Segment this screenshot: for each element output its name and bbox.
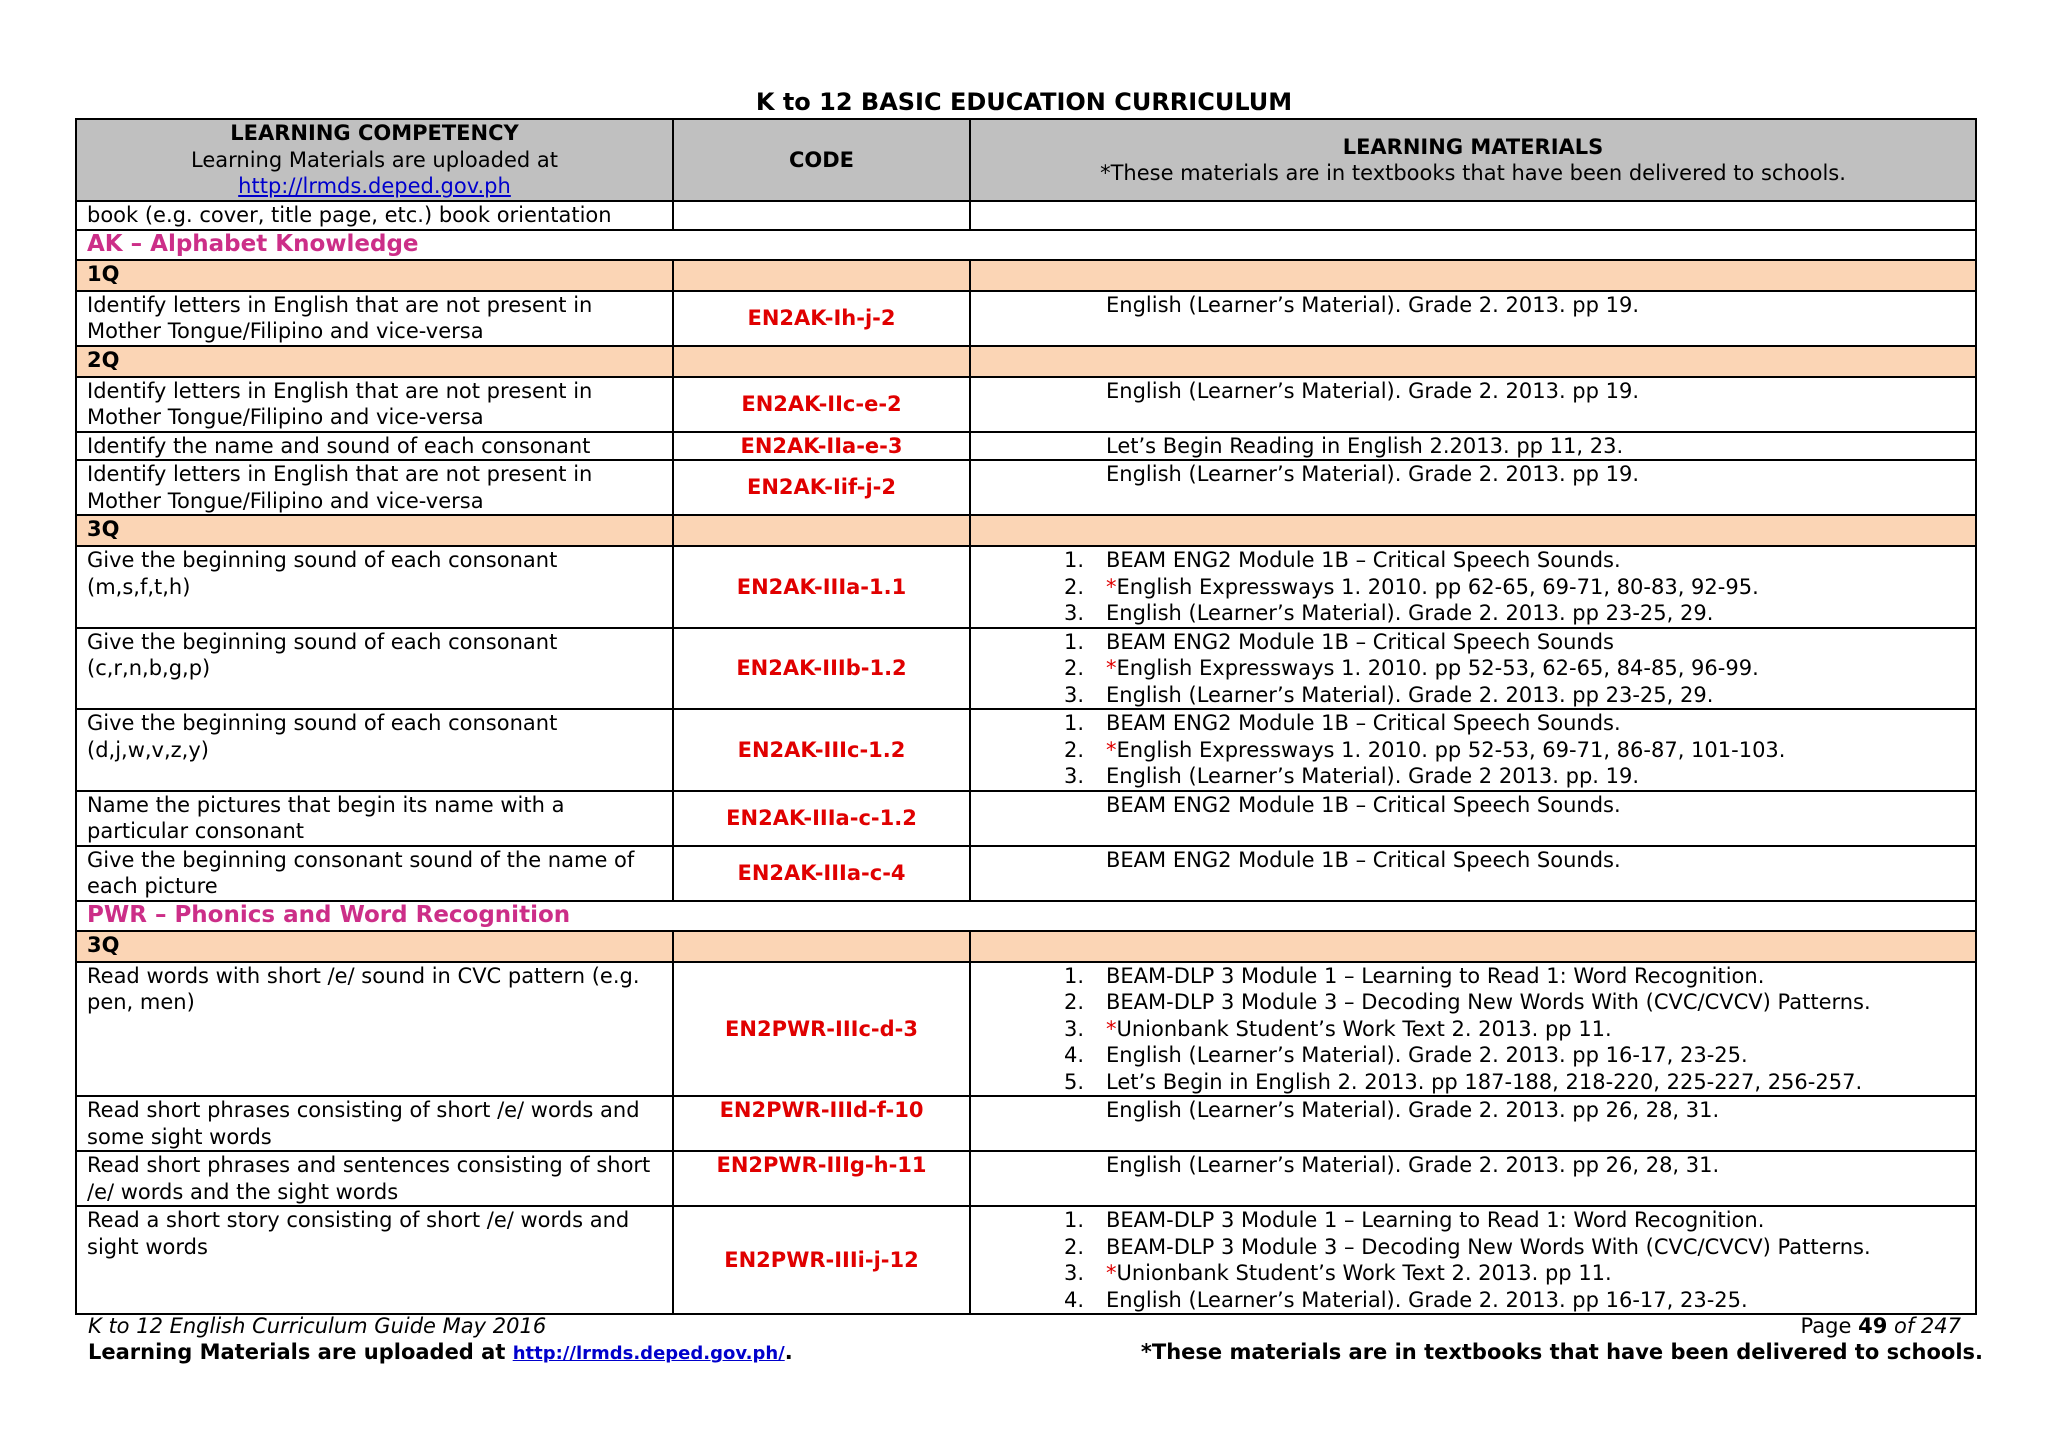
- header-materials-sub: *These materials are in textbooks that have been delivered to schools.: [1100, 161, 1846, 185]
- code-cell: EN2AK-IIc-e-2: [673, 377, 970, 432]
- code-cell: EN2PWR-IIIi-j-12: [673, 1206, 970, 1314]
- material-text: [1106, 737, 1785, 764]
- code-cell: EN2AK-Iif-j-2: [673, 460, 970, 515]
- quarter-row: [76, 346, 1976, 377]
- material-indent: [971, 461, 1106, 488]
- material-text: [1106, 963, 1764, 990]
- material-item: [971, 963, 1965, 990]
- page-of: of 247: [1894, 1314, 1961, 1338]
- material-text: [1106, 792, 1621, 819]
- table-row: [76, 709, 1976, 791]
- materials-cell: [970, 791, 1976, 846]
- material-title: BEAM ENG2 Module 1B – Critical Speech Sounds.: [1106, 847, 1621, 872]
- material-text: [1106, 847, 1621, 874]
- material-item: [971, 292, 1965, 319]
- footer-lrmds-link[interactable]: http://lrmds.deped.gov.ph/: [512, 1343, 785, 1364]
- header-materials-title: LEARNING MATERIALS: [1342, 134, 1604, 159]
- material-text: [1106, 1016, 1612, 1043]
- footer-note: *These materials are in textbooks that have been delivered to schools.: [1140, 1340, 1983, 1364]
- materials-cell: [970, 460, 1976, 515]
- table-row: [76, 201, 1976, 230]
- materials-cell: [970, 846, 1976, 901]
- material-text: [1106, 547, 1621, 574]
- material-title: BEAM ENG2 Module 1B – Critical Speech Sounds.: [1106, 711, 1621, 735]
- material-title: English (Learner’s Material). Grade 2. 2013. pp 23-25, 29.: [1106, 682, 1714, 707]
- materials-cell: [970, 1096, 1976, 1151]
- competency-cell: Read short phrases consisting of short /e/ words and some sight words: [76, 1096, 673, 1151]
- material-title: BEAM-DLP 3 Module 3 – Decoding New Words With (CVC/CVCV) Patterns.: [1106, 990, 1871, 1014]
- material-title: English (Learner’s Material). Grade 2. 2013. pp 16-17, 23-25.: [1106, 1043, 1748, 1067]
- materials-cell: [970, 546, 1976, 628]
- table-body: [76, 201, 1976, 1314]
- quarter-code-cell: [673, 346, 970, 377]
- competency-cell: Identify the name and sound of each consonant: [76, 432, 673, 461]
- section-row: [76, 901, 1976, 931]
- material-item: [971, 547, 1965, 574]
- code-cell: EN2AK-IIIa-c-4: [673, 846, 970, 901]
- table-row: [76, 1151, 1976, 1206]
- material-title: Let’s Begin Reading in English 2.2013. pp 11, 23.: [1106, 433, 1624, 458]
- quarter-materials-cell: [970, 515, 1976, 546]
- material-number: 2.: [1063, 574, 1084, 599]
- material-item: [971, 989, 1965, 1016]
- competency-cell: Read words with short /e/ sound in CVC pattern (e.g. pen, men): [76, 962, 673, 1097]
- material-text: [1106, 1069, 1862, 1096]
- asterisk-mark: *: [1106, 1261, 1117, 1285]
- quarter-code-cell: [673, 931, 970, 962]
- competency-cell: Identify letters in English that are not present in Mother Tongue/Filipino and vice-versa: [76, 460, 673, 515]
- material-title: BEAM-DLP 3 Module 3 – Decoding New Words With (CVC/CVCV) Patterns.: [1106, 1234, 1871, 1259]
- material-number: 1.: [1063, 548, 1084, 572]
- table-row: [76, 846, 1976, 901]
- code-cell: EN2AK-IIIa-c-1.2: [673, 791, 970, 846]
- material-title: English (Learner’s Material). Grade 2 2013. pp. 19.: [1106, 764, 1640, 788]
- asterisk-mark: *: [1106, 574, 1117, 599]
- quarter-materials-cell: [970, 931, 1976, 962]
- material-number: 3.: [1063, 601, 1084, 625]
- material-title: Let’s Begin in English 2. 2013. pp 187-188, 218-220, 225-227, 256-257.: [1106, 1069, 1863, 1094]
- competency-cell: Identify letters in English that are not present in Mother Tongue/Filipino and vice-versa: [76, 377, 673, 432]
- header-competency-sub: Learning Materials are uploaded at: [191, 147, 558, 172]
- material-title: English (Learner’s Material). Grade 2. 2013. pp 26, 28, 31.: [1106, 1098, 1720, 1122]
- material-text: [1106, 629, 1614, 656]
- footer-uploaded: [88, 1339, 793, 1367]
- quarter-materials-cell: [970, 346, 1976, 377]
- footer-guide: K to 12 English Curriculum Guide May 2016: [88, 1314, 547, 1338]
- material-item: [971, 461, 1965, 488]
- materials-cell: [970, 709, 1976, 791]
- material-text: [1106, 710, 1621, 737]
- material-title: English (Learner’s Material). Grade 2. 2013. pp 19.: [1106, 292, 1640, 317]
- material-item: [971, 378, 1965, 405]
- material-title: BEAM ENG2 Module 1B – Critical Speech Sounds.: [1106, 792, 1621, 817]
- material-title: English (Learner’s Material). Grade 2. 2013. pp 19.: [1106, 462, 1640, 486]
- material-title: English Expressways 1. 2010. pp 52-53, 69-71, 86-87, 101-103.: [1116, 737, 1786, 762]
- material-number: 1.: [1063, 1208, 1084, 1232]
- material-item: [971, 1260, 1965, 1287]
- page-word: Page: [1800, 1314, 1852, 1338]
- code-cell: EN2AK-IIIb-1.2: [673, 628, 970, 710]
- footer-left: [88, 1313, 793, 1367]
- material-indent: [971, 292, 1106, 319]
- material-indent: [971, 378, 1106, 405]
- material-title: English Expressways 1. 2010. pp 62-65, 69-71, 80-83, 92-95.: [1116, 574, 1759, 599]
- asterisk-mark: *: [1106, 737, 1117, 762]
- material-title: English (Learner’s Material). Grade 2. 2013. pp 19.: [1106, 378, 1640, 403]
- code-cell: EN2AK-Ih-j-2: [673, 291, 970, 346]
- material-item: [971, 1287, 1965, 1314]
- asterisk-mark: *: [1106, 656, 1117, 680]
- material-item: [971, 600, 1965, 627]
- competency-cell: Read short phrases and sentences consisting of short /e/ words and the sight words: [76, 1151, 673, 1206]
- table-row: [76, 1096, 1976, 1151]
- material-item: [971, 682, 1965, 709]
- material-number: 4.: [1063, 1287, 1084, 1312]
- materials-cell: [970, 962, 1976, 1097]
- material-item: [971, 1152, 1965, 1179]
- quarter-label: 3Q: [76, 515, 673, 546]
- material-number: 2.: [1063, 656, 1084, 680]
- table-row: [76, 291, 1976, 346]
- material-item: [971, 629, 1965, 656]
- code-cell: EN2AK-IIIa-1.1: [673, 546, 970, 628]
- materials-cell: [970, 1151, 1976, 1206]
- competency-cell: book (e.g. cover, title page, etc.) book orientation: [76, 201, 673, 230]
- material-text: [1106, 600, 1713, 627]
- material-item: [971, 574, 1965, 601]
- material-number: 5.: [1063, 1069, 1084, 1094]
- material-item: [971, 655, 1965, 682]
- page-num: 49: [1858, 1314, 1888, 1338]
- material-text: [1106, 655, 1759, 682]
- material-text: [1106, 682, 1713, 709]
- material-title: Unionbank Student’s Work Text 2. 2013. pp 11.: [1116, 1016, 1612, 1041]
- material-title: BEAM ENG2 Module 1B – Critical Speech Sounds.: [1106, 548, 1621, 572]
- material-item: [971, 1207, 1965, 1234]
- header-competency: [76, 119, 673, 201]
- material-title: English Expressways 1. 2010. pp 52-53, 62-65, 84-85, 96-99.: [1116, 656, 1759, 680]
- table-row: [76, 791, 1976, 846]
- section-title: AK – Alphabet Knowledge: [76, 230, 1976, 260]
- material-text: [1106, 292, 1639, 319]
- competency-cell: Give the beginning consonant sound of the name of each picture: [76, 846, 673, 901]
- material-text: [1106, 1097, 1719, 1124]
- quarter-code-cell: [673, 260, 970, 291]
- material-number: 1.: [1063, 711, 1084, 735]
- section-row: [76, 230, 1976, 260]
- material-indent: [971, 1097, 1106, 1124]
- material-number: 3.: [1063, 682, 1084, 707]
- section-title: PWR – Phonics and Word Recognition: [76, 901, 1976, 931]
- header-competency-title: LEARNING COMPETENCY: [230, 121, 519, 146]
- code-cell: EN2AK-IIa-e-3: [673, 432, 970, 461]
- table-row: [76, 962, 1976, 1097]
- material-item: [971, 763, 1965, 790]
- material-number: 3.: [1063, 764, 1084, 788]
- code-cell: EN2AK-IIIc-1.2: [673, 709, 970, 791]
- material-text: [1106, 1260, 1612, 1287]
- table-row: [76, 628, 1976, 710]
- material-text: [1106, 1207, 1764, 1234]
- material-item: [971, 792, 1965, 819]
- code-cell: EN2PWR-IIIc-d-3: [673, 962, 970, 1097]
- table-header-row: [76, 119, 1976, 201]
- curriculum-table: [75, 118, 1977, 1315]
- materials-cell: [970, 291, 1976, 346]
- material-indent: [971, 847, 1106, 874]
- material-text: [1106, 378, 1639, 405]
- quarter-materials-cell: [970, 260, 1976, 291]
- competency-cell: Give the beginning sound of each consonant (c,r,n,b,g,p): [76, 628, 673, 710]
- material-number: 3.: [1063, 1261, 1084, 1285]
- footer-right: [1141, 1313, 1983, 1365]
- material-title: English (Learner’s Material). Grade 2. 2013. pp 23-25, 29.: [1106, 601, 1714, 625]
- table-row: [76, 377, 1976, 432]
- materials-cell: [970, 432, 1976, 461]
- material-text: [1106, 989, 1871, 1016]
- material-indent: [971, 433, 1106, 460]
- table-row: [76, 432, 1976, 461]
- material-number: 2.: [1063, 737, 1084, 762]
- material-text: [1106, 433, 1623, 460]
- quarter-label: 3Q: [76, 931, 673, 962]
- footer-uploaded-suffix: .: [784, 1340, 793, 1364]
- material-text: [1106, 763, 1639, 790]
- material-indent: [971, 792, 1106, 819]
- competency-cell: Name the pictures that begin its name with a particular consonant: [76, 791, 673, 846]
- material-item: [971, 1234, 1965, 1261]
- material-item: [971, 1016, 1965, 1043]
- material-number: 4.: [1063, 1043, 1084, 1067]
- material-item: [971, 847, 1965, 874]
- material-number: 3.: [1063, 1016, 1084, 1041]
- material-title: BEAM-DLP 3 Module 1 – Learning to Read 1: Word Recognition.: [1106, 1208, 1765, 1232]
- material-item: [971, 1042, 1965, 1069]
- page-title: K to 12 BASIC EDUCATION CURRICULUM: [755, 88, 1293, 116]
- materials-cell: [970, 377, 1976, 432]
- material-indent: [971, 1152, 1106, 1179]
- asterisk-mark: *: [1106, 1016, 1117, 1041]
- competency-cell: Give the beginning sound of each consonant (d,j,w,v,z,y): [76, 709, 673, 791]
- footer-uploaded-prefix: Learning Materials are uploaded at: [88, 1340, 513, 1364]
- material-item: [971, 1097, 1965, 1124]
- material-text: [1106, 1287, 1748, 1314]
- material-title: English (Learner’s Material). Grade 2. 2013. pp 26, 28, 31.: [1106, 1153, 1720, 1177]
- code-cell: [673, 201, 970, 230]
- header-materials: [970, 119, 1976, 201]
- material-number: 2.: [1063, 990, 1084, 1014]
- quarter-label: 1Q: [76, 260, 673, 291]
- table-row: [76, 1206, 1976, 1314]
- materials-cell: [970, 201, 1976, 230]
- quarter-row: [76, 931, 1976, 962]
- materials-cell: [970, 628, 1976, 710]
- material-number: 1.: [1063, 629, 1084, 654]
- material-text: [1106, 1042, 1748, 1069]
- code-cell: EN2PWR-IIIg-h-11: [673, 1151, 970, 1206]
- table-row: [76, 546, 1976, 628]
- quarter-row: [76, 260, 1976, 291]
- material-title: English (Learner’s Material). Grade 2. 2013. pp 16-17, 23-25.: [1106, 1287, 1748, 1312]
- material-item: [971, 710, 1965, 737]
- materials-cell: [970, 1206, 1976, 1314]
- quarter-row: [76, 515, 1976, 546]
- quarter-code-cell: [673, 515, 970, 546]
- material-title: BEAM ENG2 Module 1B – Critical Speech Sounds: [1106, 629, 1614, 654]
- material-number: 1.: [1063, 963, 1084, 988]
- competency-cell: Give the beginning sound of each consonant (m,s,f,t,h): [76, 546, 673, 628]
- material-item: [971, 1069, 1965, 1096]
- material-text: [1106, 461, 1639, 488]
- header-code: CODE: [673, 119, 970, 201]
- lrmds-link[interactable]: http://lrmds.deped.gov.ph: [238, 174, 511, 199]
- competency-cell: Identify letters in English that are not present in Mother Tongue/Filipino and vice-versa: [76, 291, 673, 346]
- code-cell: EN2PWR-IIId-f-10: [673, 1096, 970, 1151]
- material-number: 2.: [1063, 1234, 1084, 1259]
- material-text: [1106, 574, 1759, 601]
- material-item: [971, 737, 1965, 764]
- competency-cell: Read a short story consisting of short /e/ words and sight words: [76, 1206, 673, 1314]
- table-row: [76, 460, 1976, 515]
- page-number: [1141, 1313, 1983, 1339]
- quarter-label: 2Q: [76, 346, 673, 377]
- material-title: BEAM-DLP 3 Module 1 – Learning to Read 1: Word Recognition.: [1106, 963, 1765, 988]
- material-text: [1106, 1234, 1871, 1261]
- material-title: Unionbank Student’s Work Text 2. 2013. pp 11.: [1116, 1261, 1612, 1285]
- material-text: [1106, 1152, 1719, 1179]
- material-item: [971, 433, 1965, 460]
